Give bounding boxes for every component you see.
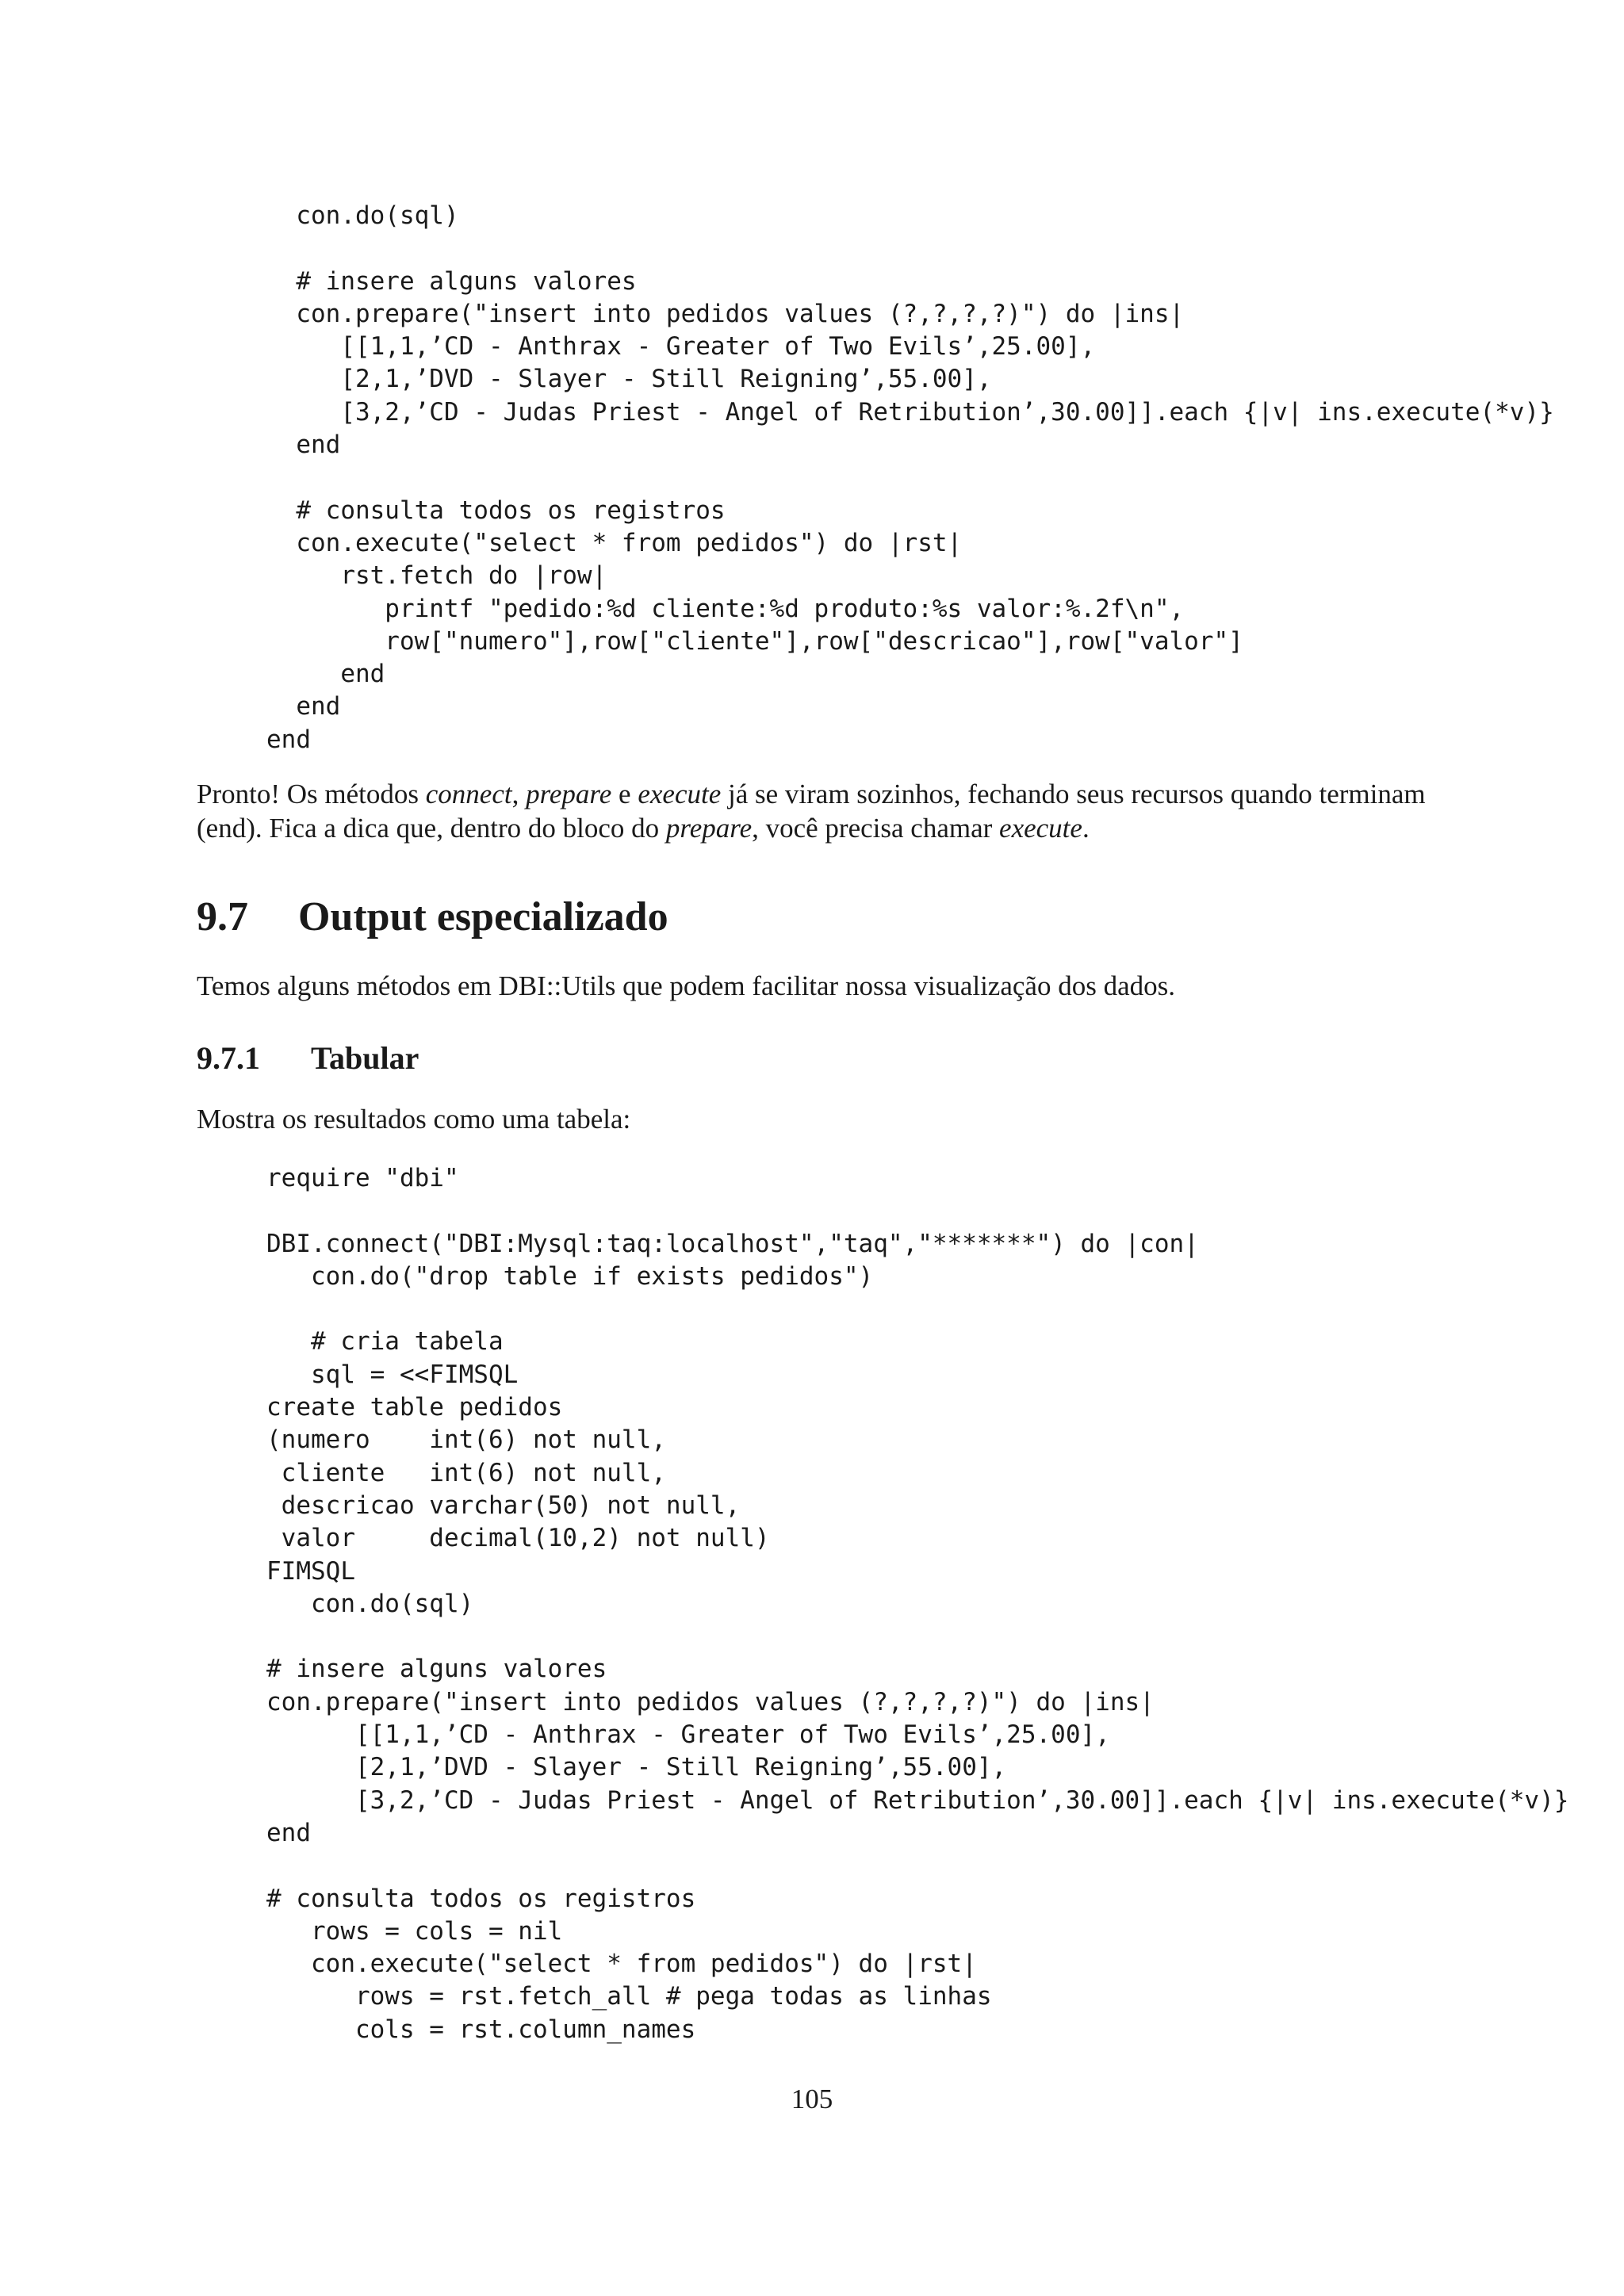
paragraph-temos: Temos alguns métodos em DBI::Utils que podem facilitar nossa visualização dos dados. bbox=[197, 970, 1175, 1001]
paragraph-text: Pronto! Os métodos bbox=[197, 779, 426, 809]
code-block-tabular: require "dbi" DBI.connect("DBI:Mysql:taq:localhost","taq","*******") do |con| con.do("drop table if exists pedidos") # cria tabela sql = <<FIMSQL create table pedidos (numero int(6) not null, cliente int(6) not null, descricao varchar(50) not null, valor decimal(10,2) not null) FIMSQL con.do(sql) # insere alguns valores con.prepare("insert into pedidos values (?,?,?,?)") do |ins| [[1,1,’CD - Anthrax - Greater of Two Evils’,25.00], [2,1,’DVD - Slayer - Still Reigning’,55.00], [3,2,’CD - Judas Priest - Angel of Retribution’,30.00]].each {|v| ins.execute(*v)} end # consulta todos os registros rows = cols = nil con.execute("select * from pedidos") do |rst| rows = rst.fetch_all # pega todas as linhas cols = rst.column_names bbox=[266, 1164, 1569, 2044]
method-name-execute: execute bbox=[999, 813, 1082, 844]
code-block-insert-query: con.do(sql) # insere alguns valores con.prepare("insert into pedidos values (?,?,?,?)") do |ins| [[1,1,’CD - Anthrax - Greater of Two Evils’,25.00], [2,1,’DVD - Slayer - Still Reigning’,55.00], [3,2,’CD - Judas Priest - Angel of Retribution’,30.00]].each {|v| ins.execute(*v)} end # consulta todos os registros con.execute("select * from pedidos") do |rst| rst.fetch do |row| printf "pedido:%d cliente:%d produto:%s valor:%.2f\n", row["numero"],row["cliente"],row["descricao"],row["valor"] end end end bbox=[266, 201, 1554, 754]
paragraph-text: já se viram sozinhos, fechando seus recursos quando terminam (end). Fica a dica que, dentro do bloco do bbox=[197, 779, 1426, 844]
subsection-number: 9.7.1 bbox=[197, 1040, 260, 1076]
method-name-prepare: prepare bbox=[526, 779, 612, 809]
paragraph-text: . bbox=[1082, 813, 1090, 844]
paragraph-text: , bbox=[511, 779, 527, 809]
paragraph-text: , você precisa chamar bbox=[752, 813, 1000, 844]
page-number: 105 bbox=[791, 2084, 833, 2114]
subsection-title: Tabular bbox=[311, 1040, 419, 1076]
section-number: 9.7 bbox=[197, 894, 248, 939]
method-name-connect: connect bbox=[425, 779, 512, 809]
subsection-heading bbox=[197, 1039, 419, 1078]
section-title: Output especializado bbox=[298, 894, 668, 939]
section-heading bbox=[197, 893, 668, 942]
paragraph-text: e bbox=[611, 779, 638, 809]
method-name-execute: execute bbox=[638, 779, 722, 809]
method-name-prepare: prepare bbox=[665, 813, 753, 844]
paragraph-mostra: Mostra os resultados como uma tabela: bbox=[197, 1104, 631, 1135]
paragraph-pronto bbox=[197, 777, 1434, 845]
